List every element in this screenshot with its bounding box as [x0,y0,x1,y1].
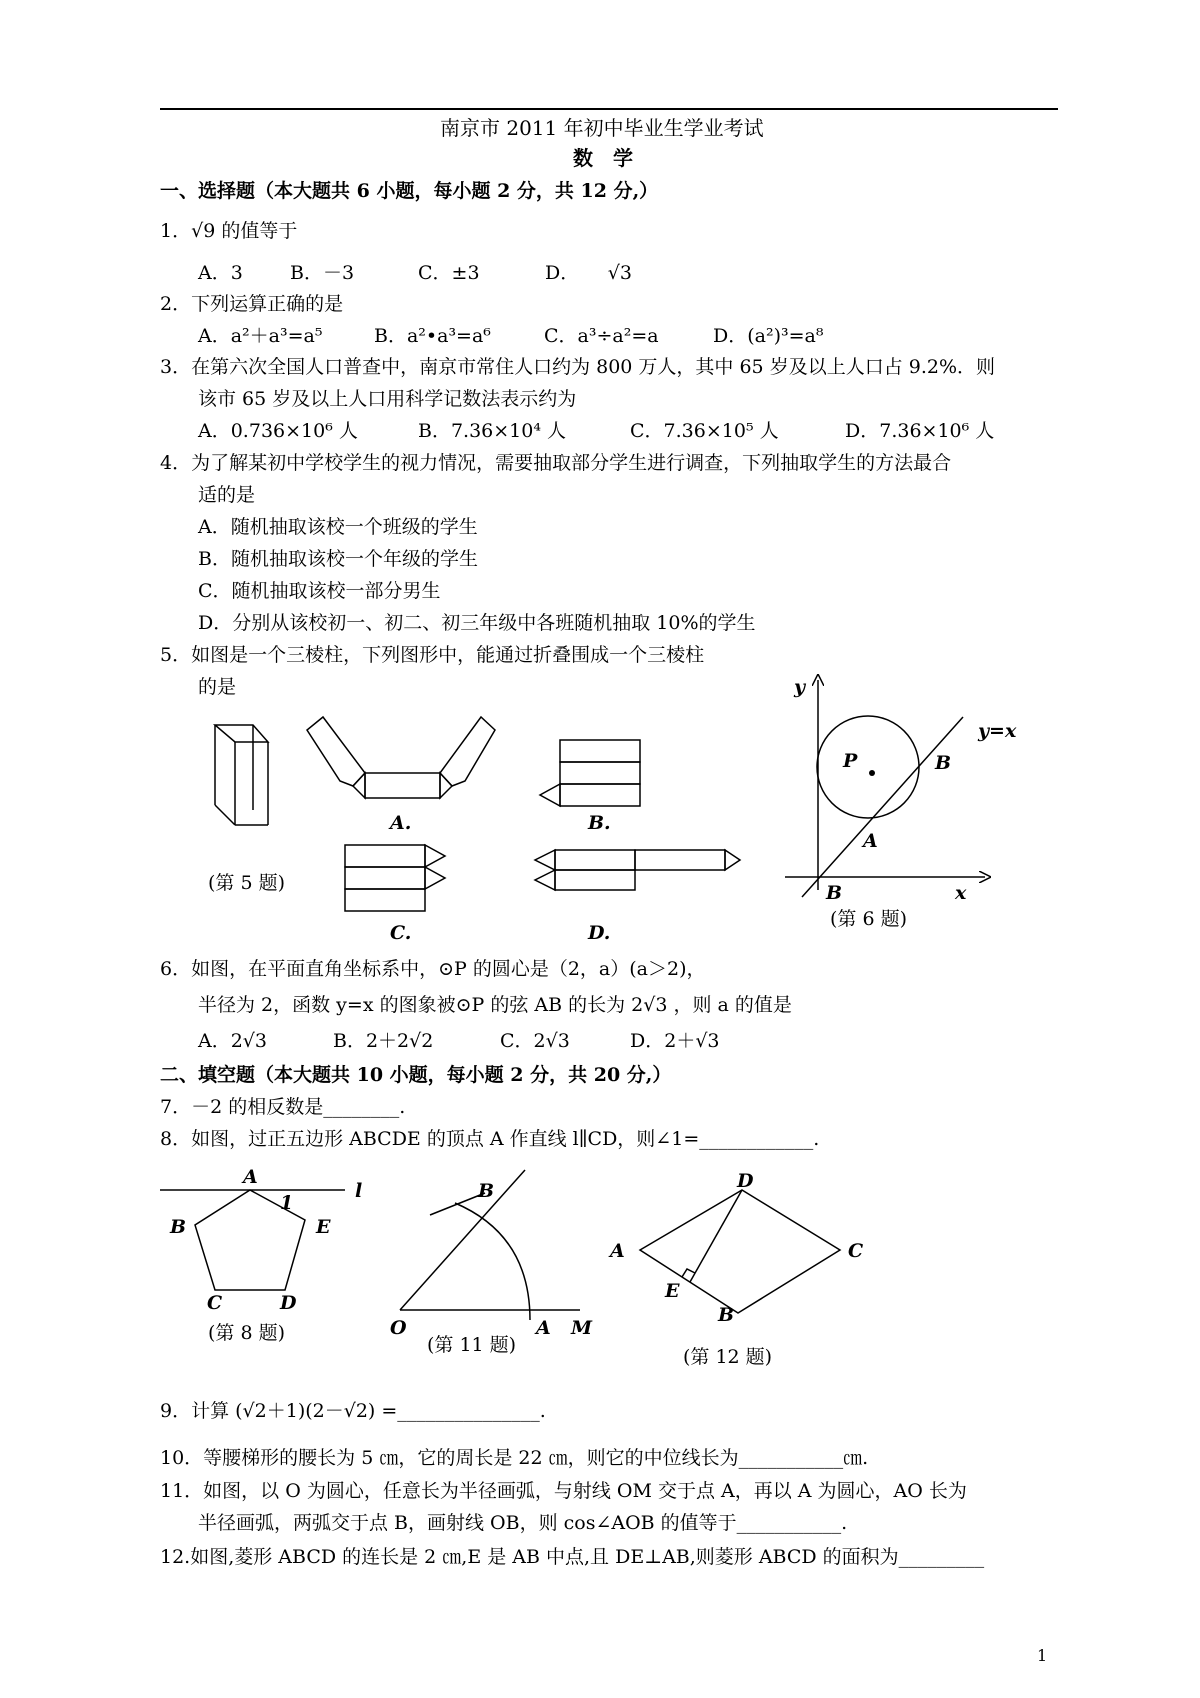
fig11-label-b: B [478,1180,495,1202]
fig11-label-o: O [390,1317,407,1339]
q3-option-d: D．7.36×10⁶ 人 [845,420,995,442]
q6-option-c: C．2√3 [500,1030,570,1052]
q6-fig-label-x: x [955,882,967,904]
q1-option-a: A．3 [198,262,243,284]
q5-label-d: D. [588,922,611,944]
q1-option-d: D． √3 [545,262,632,284]
q5-stem-line1: 5．如图是一个三棱柱，下列图形中，能通过折叠围成一个三棱柱 [160,644,705,666]
fig8-label-l: l [355,1180,363,1202]
q7: 7．－2 的相反数是________. [160,1096,406,1118]
q4-option-d: D．分别从该校初一、初二、初三年级中各班随机抽取 10%的学生 [198,612,756,634]
fig8-label-e: E [316,1216,331,1238]
q5-caption: (第 5 题) [208,872,285,894]
figure-q6 [780,665,1020,915]
subject-title: 数 学 [573,146,633,170]
q2-option-d: D．(a²)³=a⁸ [713,325,824,347]
q6-fig-label-y: y [794,676,806,698]
q6-fig-label-p: P [843,750,858,772]
q6-fig-label-a: A [863,830,878,852]
q6-fig-label-b-origin: B [826,882,843,904]
q3-stem-line1: 3．在第六次全国人口普查中，南京市常住人口约为 800 万人，其中 65 岁及以上人口占 9.2%．则 [160,356,996,378]
figure-q11 [395,1165,595,1325]
fig8-label-angle: 1 [280,1192,294,1214]
fig11-caption: (第 11 题) [427,1334,517,1356]
q2-option-a: A．a²＋a³=a⁵ [198,325,323,347]
q4-stem-line1: 4．为了解某初中学校学生的视力情况，需要抽取部分学生进行调查，下列抽取学生的方法最合 [160,452,952,474]
section1-heading: 一、选择题（本大题共 6 小题，每小题 2 分，共 12 分,） [160,180,659,202]
q1-option-b: B．－3 [290,262,355,284]
q6-option-d: D．2＋√3 [630,1030,720,1052]
figure-q12 [630,1185,850,1315]
fig8-label-b: B [170,1216,187,1238]
section2-heading: 二、填空题（本大题共 10 小题，每小题 2 分，共 20 分,） [160,1064,672,1086]
q6-stem-line2: 半径为 2，函数 y=x 的图象被⊙P 的弦 AB 的长为 2√3 ，则 a 的值是 [198,994,792,1016]
q11-line1: 11．如图，以 O 为圆心，任意长为半径画弧，与射线 OM 交于点 A，再以 A 为圆心，AO 长为 [160,1480,967,1502]
q6-stem-line1: 6．如图，在平面直角坐标系中，⊙P 的圆心是（2，a）(a＞2)， [160,958,706,980]
q3-stem-line2: 该市 65 岁及以上人口用科学记数法表示约为 [198,388,577,410]
header-rule [160,108,1058,110]
fig12-label-a: A [610,1240,625,1262]
q3-option-c: C．7.36×10⁵ 人 [630,420,779,442]
q4-stem-line2: 适的是 [198,484,256,506]
q2-option-b: B．a²•a³=a⁶ [374,325,491,347]
q5-label-c: C. [390,922,412,944]
q6-fig-label-b-top: B [935,752,952,774]
q4-option-c: C．随机抽取该校一部分男生 [198,580,441,602]
fig12-caption: (第 12 题) [683,1346,773,1368]
q1-stem: 1．√9 的值等于 [160,220,298,242]
q10: 10．等腰梯形的腰长为 5 ㎝，它的周长是 22 ㎝，则它的中位线长为___________㎝. [160,1447,869,1469]
fig11-label-a: A [536,1317,551,1339]
fig8-label-c: C [207,1292,223,1314]
fig12-label-e: E [665,1280,680,1302]
q6-option-a: A．2√3 [198,1030,268,1052]
q4-option-b: B．随机抽取该校一个年级的学生 [198,548,478,570]
q4-option-a: A．随机抽取该校一个班级的学生 [198,516,478,538]
q5-label-b: B. [588,812,611,834]
q8: 8．如图，过正五边形 ABCDE 的顶点 A 作直线 l∥CD，则∠1=____________. [160,1128,820,1150]
fig8-caption: (第 8 题) [208,1322,285,1344]
page-number: 1 [1037,1646,1048,1665]
q1-option-c: C．±3 [418,262,480,284]
q2-option-c: C．a³÷a²=a [544,325,659,347]
q5-stem-line2: 的是 [198,676,237,698]
q2-stem: 2．下列运算正确的是 [160,293,344,315]
fig11-label-m: M [571,1317,593,1339]
figure-q5 [195,700,755,945]
q5-label-a: A. [390,812,412,834]
fig12-label-d: D [737,1170,754,1192]
fig12-label-b: B [718,1304,735,1326]
q3-option-b: B．7.36×10⁴ 人 [418,420,567,442]
exam-title: 南京市 2011 年初中毕业生学业考试 [440,116,764,140]
q12: 12.如图,菱形 ABCD 的连长是 2 ㎝,E 是 AB 中点,且 DE⊥AB,则菱形 ABCD 的面积为_________ [160,1546,985,1568]
q6-option-b: B．2＋2√2 [333,1030,434,1052]
q6-caption: (第 6 题) [830,908,907,930]
q6-fig-label-line: y=x [978,720,1017,742]
figure-q8 [160,1170,363,1320]
q9: 9．计算 (√2＋1)(2－√2) =_______________. [160,1400,546,1422]
fig12-label-c: C [848,1240,864,1262]
q11-line2: 半径画弧，两弧交于点 B，画射线 OB，则 cos∠AOB 的值等于___________. [198,1512,848,1534]
fig8-label-d: D [280,1292,297,1314]
q3-option-a: A．0.736×10⁶ 人 [198,420,358,442]
fig8-label-a: A [243,1166,258,1188]
